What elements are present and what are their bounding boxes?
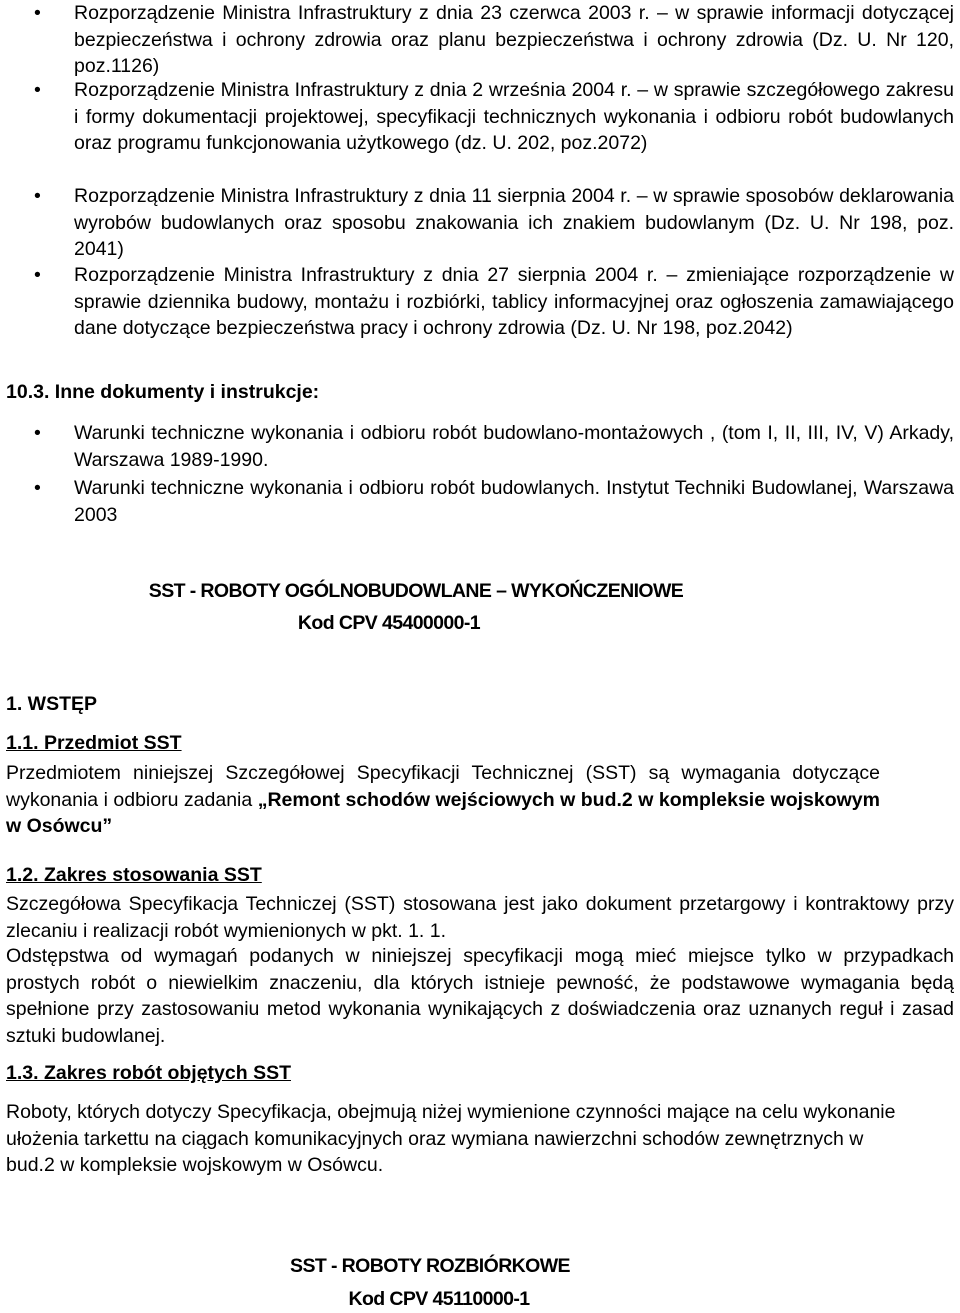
- paragraph-1-2-a: Szczegółowa Specyfikacja Techniczej (SST) stosowana jest jako dokument przetargowy i kontraktowy przy zlecaniu i realizacji robót wymienionych w pkt. 1. 1.: [6, 893, 954, 942]
- section-heading-1-1: 1.1. Przedmiot SST: [6, 732, 182, 754]
- regulation-item-4: [20, 262, 954, 342]
- regulation-text: Rozporządzenie Ministra Infrastruktury z dnia 11 sierpnia 2004 r. – w sprawie sposobów deklarowania wyrobów budowlanych oraz sposobu znakowania ich znakiem budowlanym (Dz. U. Nr 198, poz. 2041): [74, 185, 954, 260]
- bullet-icon: •: [34, 264, 41, 286]
- regulation-text: Rozporządzenie Ministra Infrastruktury z dnia 2 września 2004 r. – w sprawie szczegółowego zakresu i formy dokumentacji projektowej, specyfikacji technicznych wykonania i odbioru robót budowlanych oraz programu funkcjonowania użytkowego (dz. U. 202, poz.2072): [74, 79, 954, 154]
- regulation-item-3: [20, 183, 954, 263]
- section-heading-1-2: 1.2. Zakres stosowania SST: [6, 864, 262, 886]
- document-text: Warunki techniczne wykonania i odbioru robót budowlanych. Instytut Techniki Budowlanej, Warszawa 2003: [74, 477, 954, 526]
- sst-code: Kod CPV 45110000-1: [348, 1288, 530, 1310]
- paragraph-text: Przedmiotem niniejszej Szczegółowej Specyfikacji Technicznej (SST) są wymagania dotyczące wykonania i odbioru zadania: [6, 762, 880, 811]
- section-heading-10-3: 10.3. Inne dokumenty i instrukcje:: [6, 381, 320, 403]
- paragraph-1-1: [6, 760, 880, 840]
- regulation-item-2: [20, 77, 954, 157]
- document-item-2: [20, 475, 954, 528]
- sst-title: SST - ROBOTY OGÓLNOBUDOWLANE – WYKOŃCZENIOWE: [148, 580, 684, 602]
- bullet-icon: •: [34, 477, 41, 499]
- bullet-icon: •: [34, 79, 41, 101]
- section-heading-1: 1. WSTĘP: [6, 693, 98, 715]
- paragraph-1-2-b: Odstępstwa od wymagań podanych w niniejszej specyfikacji mogą mieć miejsce tylko w przypadkach prostych robót o niewielkim znaczeniu, dla których istnieje pewność, że podstawowe wymagania będą spełnione przy zastosowaniu metod wykonania wynikających z doświadczenia oraz uznanych reguł i zasad sztuki budowlanej.: [6, 945, 954, 1047]
- section-heading-1-3: 1.3. Zakres robót objętych SST: [6, 1062, 291, 1084]
- bullet-icon: •: [34, 422, 41, 444]
- document-item-1: [20, 420, 954, 473]
- task-name: „Remont schodów wejściowych w bud.2 w kompleksie wojskowym w Osówcu”: [6, 788, 880, 837]
- regulation-item-1: [20, 0, 954, 80]
- sst-code: Kod CPV 45400000-1: [297, 612, 481, 634]
- document-text: Warunki techniczne wykonania i odbioru robót budowlano-montażowych , (tom I, II, III, IV, V) Arkady, Warszawa 1989-1990.: [74, 422, 954, 471]
- regulation-text: Rozporządzenie Ministra Infrastruktury z dnia 27 sierpnia 2004 r. – zmieniające rozporządzenie w sprawie dziennika budowy, montażu i rozbiórki, tablicy informacyjnej oraz ogłoszenia zamawiającego dane dotyczące bezpieczeństwa pracy i ochrony zdrowia (Dz. U. Nr 198, poz.2042): [74, 264, 954, 339]
- sst-title: SST - ROBOTY ROZBIÓRKOWE: [290, 1255, 570, 1277]
- bullet-icon: •: [34, 2, 41, 24]
- regulation-text: Rozporządzenie Ministra Infrastruktury z dnia 23 czerwca 2003 r. – w sprawie informacji dotyczącej bezpieczeństwa i ochrony zdrowia oraz planu bezpieczeństwa i ochrony zdrowia (Dz. U. Nr 120, poz.1126): [74, 2, 954, 77]
- bullet-icon: •: [34, 185, 41, 207]
- paragraph-1-3: Roboty, których dotyczy Specyfikacja, obejmują niżej wymienione czynności mające na celu wykonanie ułożenia tarkettu na ciągach komunikacyjnych oraz wymiana nawierzchni schodów zewnętrznych w bud.2 w kompleksie wojskowym w Osówcu.: [6, 1101, 896, 1176]
